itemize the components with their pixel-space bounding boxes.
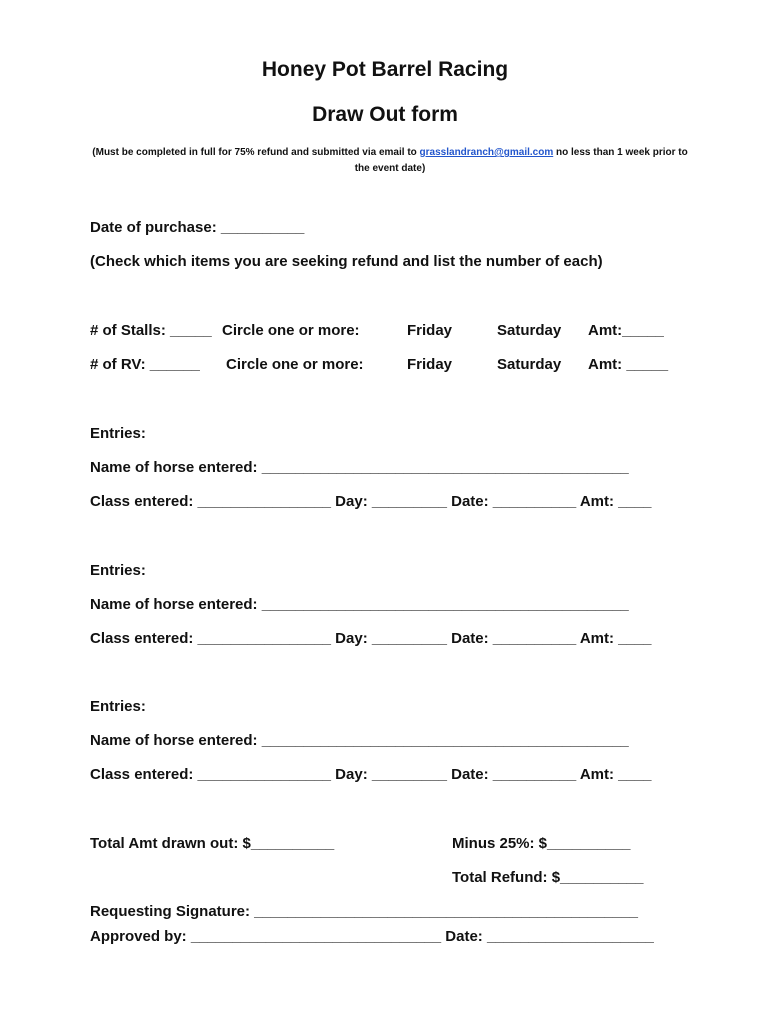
note-text-start: (Must be completed in full for 75% refund and submitted via email to bbox=[92, 147, 420, 158]
class-entry-line-3[interactable]: Class entered: ________________ Day: _________ Date: __________ Amt: ____ bbox=[90, 766, 652, 783]
total-refund-field[interactable]: Total Refund: $__________ bbox=[452, 869, 644, 886]
requesting-signature-field[interactable]: Requesting Signature: ______________________________________________ bbox=[90, 903, 638, 920]
horse-name-field-2[interactable]: Name of horse entered: ____________________________________________ bbox=[90, 596, 629, 613]
rv-saturday-option[interactable]: Saturday bbox=[497, 356, 562, 373]
refund-instruction: (Check which items you are seeking refund and list the number of each) bbox=[90, 253, 603, 270]
date-of-purchase-field[interactable]: Date of purchase: __________ bbox=[90, 219, 305, 236]
stalls-friday-option[interactable]: Friday bbox=[407, 322, 453, 339]
rv-count-field[interactable]: # of RV: ______ bbox=[90, 356, 200, 373]
minus-25-field[interactable]: Minus 25%: $__________ bbox=[452, 835, 631, 852]
email-link[interactable]: grasslandranch@gmail.com bbox=[419, 147, 554, 158]
horse-name-field-1[interactable]: Name of horse entered: ____________________________________________ bbox=[90, 459, 629, 476]
entries-heading-2: Entries: bbox=[90, 562, 146, 579]
horse-name-field-3[interactable]: Name of horse entered: ____________________________________________ bbox=[90, 732, 629, 749]
rv-amount-field[interactable]: Amt: _____ bbox=[588, 356, 669, 373]
entries-heading-3: Entries: bbox=[90, 698, 146, 715]
form-title: Honey Pot Barrel Racing bbox=[261, 58, 509, 81]
class-entry-line-2[interactable]: Class entered: ________________ Day: _________ Date: __________ Amt: ____ bbox=[90, 630, 652, 647]
stalls-saturday-option[interactable]: Saturday bbox=[497, 322, 562, 339]
total-drawn-out-field[interactable]: Total Amt drawn out: $__________ bbox=[90, 835, 335, 852]
stalls-circle-label: Circle one or more: bbox=[222, 322, 360, 339]
class-entry-line-1[interactable]: Class entered: ________________ Day: _________ Date: __________ Amt: ____ bbox=[90, 493, 652, 510]
note-text-end: no less than 1 week prior to the event date) bbox=[354, 147, 688, 174]
stalls-amount-field[interactable]: Amt:_____ bbox=[588, 322, 664, 339]
stalls-count-field[interactable]: # of Stalls: _____ bbox=[90, 322, 212, 339]
approved-by-field[interactable]: Approved by: ______________________________ Date: ____________________ bbox=[90, 928, 654, 945]
form-subtitle: Draw Out form bbox=[312, 103, 458, 126]
rv-friday-option[interactable]: Friday bbox=[407, 356, 453, 373]
submission-note bbox=[90, 145, 690, 177]
rv-circle-label: Circle one or more: bbox=[226, 356, 364, 373]
entries-heading-1: Entries: bbox=[90, 425, 146, 442]
